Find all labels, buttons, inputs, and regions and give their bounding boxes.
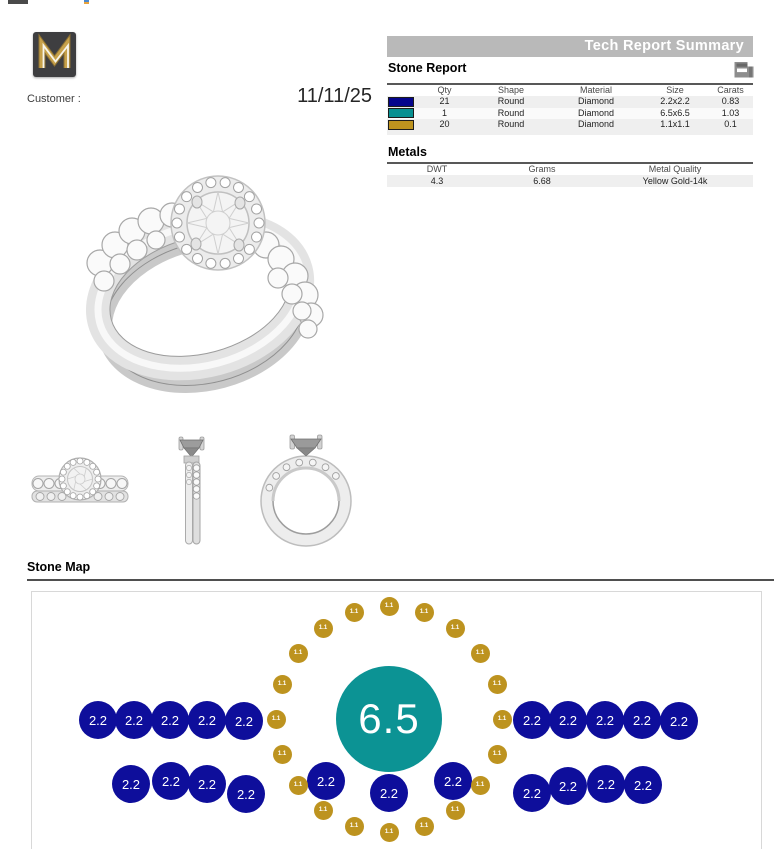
- melee-stone: 1.1: [488, 675, 507, 694]
- brand-logo: [33, 32, 76, 77]
- ring-view-front: [30, 452, 130, 518]
- accent-stone: 2.2: [188, 701, 226, 739]
- cell-size: 2.2x2.2: [660, 96, 690, 106]
- melee-stone: 1.1: [267, 710, 286, 729]
- stone-report-col-header: Shape: [497, 85, 525, 95]
- cell-metal-quality: Yellow Gold-14k: [642, 176, 708, 186]
- save-button[interactable]: [734, 61, 754, 78]
- stone-map-heading: Stone Map: [27, 560, 91, 574]
- accent-stone: 2.2: [115, 701, 153, 739]
- stone-report-header-row: [387, 85, 753, 96]
- stone-map-divider: [27, 579, 774, 581]
- stone-color-swatch: [388, 120, 414, 130]
- melee-stone: 1.1: [415, 817, 434, 836]
- melee-stone: 1.1: [314, 619, 333, 638]
- melee-stone: 1.1: [415, 603, 434, 622]
- accent-stone: 2.2: [586, 701, 624, 739]
- cell-carats: 1.03: [721, 107, 740, 118]
- stone-report-table: [387, 83, 753, 135]
- ring-view-through-finger: [253, 430, 361, 550]
- table-footer-strip: [387, 131, 753, 135]
- melee-stone: 1.1: [273, 745, 292, 764]
- metals-col-header: Grams: [528, 164, 556, 174]
- accent-stone: 2.2: [307, 762, 345, 800]
- accent-stone: 2.2: [549, 701, 587, 739]
- cell-carats: 0.83: [721, 96, 740, 106]
- melee-stone: 1.1: [289, 644, 308, 663]
- stone-report-col-header: Size: [666, 85, 684, 95]
- accent-stone: 2.2: [188, 765, 226, 803]
- cell-carats: 0.1: [724, 119, 737, 129]
- cell-shape: Round: [497, 107, 525, 118]
- stone-report-heading: Stone Report: [388, 61, 467, 75]
- melee-stone: 1.1: [446, 619, 465, 638]
- melee-stone: 1.1: [380, 823, 399, 842]
- cell-size: 1.1x1.1: [660, 119, 690, 129]
- accent-stone: 2.2: [227, 775, 265, 813]
- accent-stone: 2.2: [152, 762, 190, 800]
- melee-stone: 1.1: [314, 801, 333, 820]
- cell-material: Diamond: [577, 119, 615, 129]
- accent-stone: 2.2: [225, 702, 263, 740]
- stone-report-col-header: Material: [579, 85, 612, 95]
- ring-view-side: [166, 430, 218, 550]
- stone-report-row: [387, 96, 753, 108]
- melee-stone: 1.1: [493, 710, 512, 729]
- melee-stone: 1.1: [471, 644, 490, 663]
- cell-dwt: 4.3: [430, 176, 444, 186]
- melee-stone: 1.1: [446, 801, 465, 820]
- melee-stone: 1.1: [345, 603, 364, 622]
- stone-color-swatch: [388, 108, 414, 118]
- customer-label: Customer :: [27, 93, 81, 105]
- accent-stone: 2.2: [112, 765, 150, 803]
- cell-size: 6.5x6.5: [660, 107, 690, 118]
- metals-heading: Metals: [388, 145, 427, 159]
- stone-report-row: [387, 108, 753, 120]
- melee-stone: 1.1: [488, 745, 507, 764]
- metals-header-row: [387, 164, 753, 175]
- report-title-bar: [387, 36, 753, 57]
- cell-grams: 6.68: [533, 176, 551, 186]
- top-edge-mini-icon: [84, 0, 89, 4]
- report-title: Tech Report Summary: [584, 38, 744, 54]
- stone-report-row: [387, 119, 753, 131]
- save-icon: [734, 61, 754, 78]
- stone-color-swatch: [388, 97, 414, 107]
- accent-stone: 2.2: [624, 766, 662, 804]
- cell-shape: Round: [497, 119, 525, 129]
- cell-material: Diamond: [577, 96, 615, 106]
- center-stone-stone: 6.5: [336, 666, 442, 772]
- accent-stone: 2.2: [660, 702, 698, 740]
- logo-m-monogram: [33, 32, 76, 77]
- melee-stone: 1.1: [345, 817, 364, 836]
- melee-stone: 1.1: [471, 776, 490, 795]
- accent-stone: 2.2: [513, 774, 551, 812]
- melee-stone: 1.1: [273, 675, 292, 694]
- accent-stone: 2.2: [549, 767, 587, 805]
- cell-qty: 21: [439, 96, 450, 106]
- cell-qty: 1: [441, 107, 447, 118]
- stone-map-canvas: [31, 591, 762, 849]
- accent-stone: 2.2: [79, 701, 117, 739]
- top-edge-toolbar-fragment: [8, 0, 28, 4]
- accent-stone: 2.2: [513, 701, 551, 739]
- accent-stone: 2.2: [434, 762, 472, 800]
- accent-stone: 2.2: [587, 765, 625, 803]
- report-date: 11/11/25: [297, 85, 372, 107]
- metals-col-header: DWT: [426, 164, 448, 174]
- cell-material: Diamond: [577, 107, 615, 118]
- metals-col-header: Metal Quality: [648, 164, 702, 174]
- cell-shape: Round: [497, 96, 525, 106]
- melee-stone: 1.1: [289, 776, 308, 795]
- accent-stone: 2.2: [151, 701, 189, 739]
- accent-stone: 2.2: [370, 774, 408, 812]
- melee-stone: 1.1: [380, 597, 399, 616]
- metals-table: [387, 162, 753, 187]
- metals-row: [387, 175, 753, 187]
- stone-report-col-header: Carats: [717, 85, 744, 95]
- stone-report-col-header: Qty: [437, 85, 452, 95]
- mini-icon-bottom-stripe: [84, 2, 89, 4]
- cell-qty: 20: [439, 119, 450, 129]
- accent-stone: 2.2: [623, 701, 661, 739]
- ring-render-perspective: [52, 145, 372, 410]
